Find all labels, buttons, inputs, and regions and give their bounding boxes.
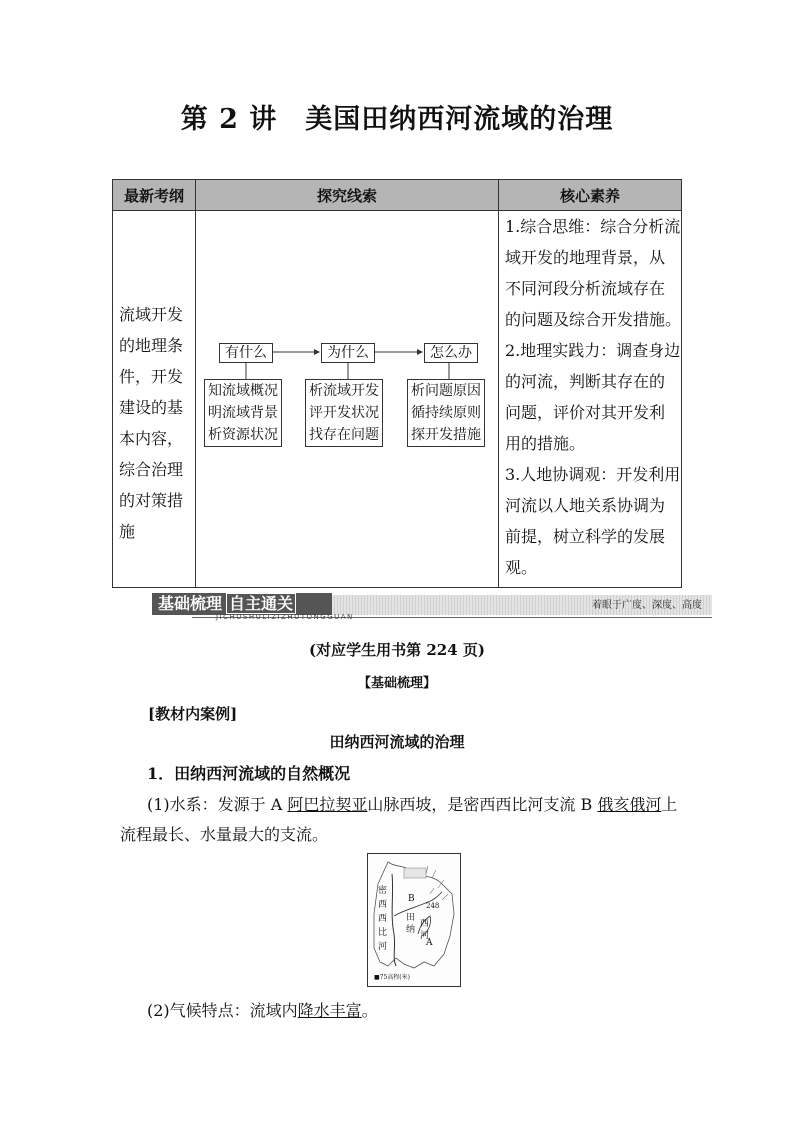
syllabus-line: 的地理条 <box>119 336 184 355</box>
map-label-tennessee-2: 西 河 <box>420 919 430 941</box>
map-label-tennessee: 田 纳 <box>406 913 416 935</box>
case-title: 田纳西河流域的治理 <box>329 733 465 751</box>
outline-table <box>112 179 682 588</box>
literacy-line: 问题，评价对其开发利 <box>505 403 666 422</box>
header-syllabus: 最新考纲 <box>113 180 196 211</box>
flow-list-item: 循持续原则 <box>411 405 481 421</box>
answer-climate: 降水丰富 <box>297 1001 362 1020</box>
section-tag: 【基础梳理】 <box>357 676 436 691</box>
literacy-line: 观。 <box>505 558 538 577</box>
flow-list-item: 析流域开发 <box>309 383 379 399</box>
banner-emphasis: 自主通关 <box>226 593 296 614</box>
text-run: 山脉西坡，是密西西比河支流 B <box>367 795 598 814</box>
header-literacy: 核心素养 <box>499 180 682 211</box>
literacy-line: 前提，树立科学的发展 <box>505 527 666 546</box>
item1-paragraph-cont: 流程最长、水量最大的支流。 <box>120 825 329 844</box>
banner-pinyin: JICHUSHULIZIZHUTONGGUAN <box>216 613 354 621</box>
clues-cell <box>196 211 499 588</box>
literacy-line: 域开发的地理背景，从 <box>505 248 666 267</box>
flow-diagram <box>196 211 499 587</box>
flow-list-item: 明流域背景 <box>208 405 278 421</box>
text-run: 上 <box>661 795 678 814</box>
flow-list-item: 探开发措施 <box>411 427 481 443</box>
literacy-line: 2.地理实践力：调查身边 <box>505 341 681 360</box>
banner-main <box>152 593 332 615</box>
syllabus-line: 流域开发 <box>119 305 184 324</box>
page-reference: (对应学生用书第 224 页) <box>309 641 485 659</box>
syllabus-line: 本内容， <box>119 429 184 448</box>
item1-paragraph <box>147 792 677 815</box>
header-clues: 探究线索 <box>196 180 499 211</box>
flow-box-what: 有什么 <box>219 343 273 363</box>
text-run: (2)气候特点：流域内 <box>147 1001 298 1020</box>
map-label-a: A <box>426 938 433 948</box>
syllabus-cell <box>113 211 196 588</box>
literacy-line: 不同河段分析流域存在 <box>505 279 666 298</box>
flow-list-item: 析资源状况 <box>208 427 278 443</box>
flow-box-why: 为什么 <box>321 343 375 363</box>
flow-list-item: 找存在问题 <box>309 427 379 443</box>
text-run: (1)水系：发源于 A <box>147 795 288 814</box>
item2-paragraph <box>147 998 378 1021</box>
flow-list-item: 析问题原因 <box>411 383 481 399</box>
map-label-b: B <box>408 894 415 904</box>
flow-list-why <box>305 379 383 447</box>
answer-a: 阿巴拉契亚 <box>287 795 368 814</box>
flow-list-what <box>204 379 282 447</box>
flow-list-how <box>407 379 485 447</box>
item1-heading: 1．田纳西河流域的自然概况 <box>147 764 351 783</box>
syllabus-line: 件，开发 <box>119 367 184 386</box>
banner-main-label: 基础梳理 <box>158 594 223 613</box>
literacy-line: 的问题及综合开发措施。 <box>505 310 682 329</box>
syllabus-line: 的对策措 <box>119 491 184 510</box>
syllabus-line: 综合治理 <box>119 460 184 479</box>
syllabus-line: 施 <box>119 522 136 541</box>
map-label-mississippi: 密 西 西 比 河 <box>378 886 388 952</box>
tennessee-map <box>367 853 461 987</box>
literacy-cell <box>499 211 682 588</box>
text-run: 。 <box>361 1001 378 1020</box>
section-banner <box>152 593 712 621</box>
literacy-line: 的河流，判断其存在的 <box>505 372 666 391</box>
flow-box-how: 怎么办 <box>424 343 478 363</box>
flow-list-item: 评开发状况 <box>309 405 379 421</box>
syllabus-line: 建设的基 <box>119 398 184 417</box>
map-label-elevation: 248 <box>426 902 440 910</box>
flow-list-item: 知流域概况 <box>208 383 278 399</box>
answer-b: 俄亥俄河 <box>597 795 662 814</box>
page-title: 第 2 讲 美国田纳西河流域的治理 <box>180 104 614 135</box>
literacy-line: 3.人地协调观：开发利用 <box>505 465 681 484</box>
literacy-line: 用的措施。 <box>505 434 586 453</box>
case-label: [教材内案例] <box>148 705 238 723</box>
literacy-line: 河流以人地关系协调为 <box>505 496 666 515</box>
banner-tagline: 着眼于广度、深度、高度 <box>592 600 702 611</box>
map-legend: ■75高程(米) <box>374 974 410 981</box>
literacy-line: 1.综合思维：综合分析流 <box>505 217 681 236</box>
